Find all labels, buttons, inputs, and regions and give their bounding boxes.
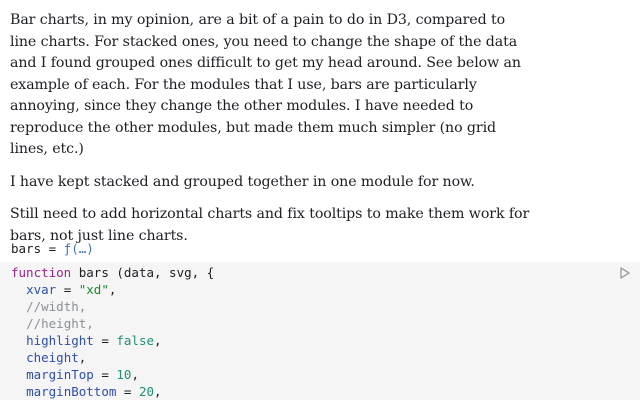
- paragraph-bar-charts: Bar charts, in my opinion, are a bit of a pain to do in D3, compared to line charts. For stacked ones, you need to change the shape of the data and I found grouped ones difficult to get my head around. See below an example of each. For the modules that I use, bars are particularly annoying, since they change the other modules. I have needed to reproduce the other modules, but made them much simpler (no grid lines, etc.): [10, 12, 521, 157]
- cell-output-summary[interactable]: [11, 241, 94, 256]
- operator: =: [56, 282, 79, 297]
- comment-width: //width,: [26, 299, 87, 314]
- code-line-7: [11, 366, 214, 383]
- code-editor[interactable]: [0, 262, 640, 400]
- cell-equals: =: [41, 241, 64, 256]
- punctuation: ,: [78, 350, 87, 365]
- number-value: 10: [116, 367, 132, 382]
- cell-name: bars: [11, 241, 42, 256]
- param-highlight: highlight: [26, 333, 94, 348]
- code-line-2: [11, 281, 214, 298]
- function-summary[interactable]: ƒ(…): [63, 241, 94, 256]
- code-line-5: [11, 332, 214, 349]
- punctuation: ,: [131, 367, 139, 382]
- string-value: "xd": [78, 282, 109, 297]
- code-line-3: [11, 298, 214, 315]
- code-line-8: [11, 383, 214, 400]
- param-marginbottom: marginBottom: [26, 384, 117, 399]
- param-margintop: marginTop: [26, 367, 94, 382]
- comment-height: //height,: [26, 316, 94, 331]
- param-xvar: xvar: [26, 282, 57, 297]
- code-line-6: [11, 349, 214, 366]
- paragraph-stacked-grouped: I have kept stacked and grouped together in one module for now.: [10, 173, 475, 190]
- punctuation: ,: [154, 384, 162, 399]
- boolean-value: false: [116, 333, 155, 348]
- param-cheight: cheight: [26, 350, 79, 365]
- function-params: (data, svg, {: [116, 265, 215, 280]
- operator: =: [93, 333, 117, 348]
- punctuation: ,: [154, 333, 162, 348]
- code-line-1: [11, 264, 214, 281]
- paragraph-todo: Still need to add horizontal charts and fix tooltips to make them work for bars, not just line charts.: [10, 206, 530, 244]
- code-content[interactable]: [11, 264, 214, 400]
- keyword-function: function: [11, 265, 72, 280]
- notebook-prose: [10, 10, 530, 247]
- punctuation: ,: [108, 282, 117, 297]
- operator: =: [93, 367, 117, 382]
- number-value: 20: [138, 384, 155, 399]
- function-name: bars: [71, 265, 117, 280]
- code-line-4: [11, 315, 214, 332]
- operator: =: [116, 384, 139, 399]
- play-icon[interactable]: [618, 266, 632, 280]
